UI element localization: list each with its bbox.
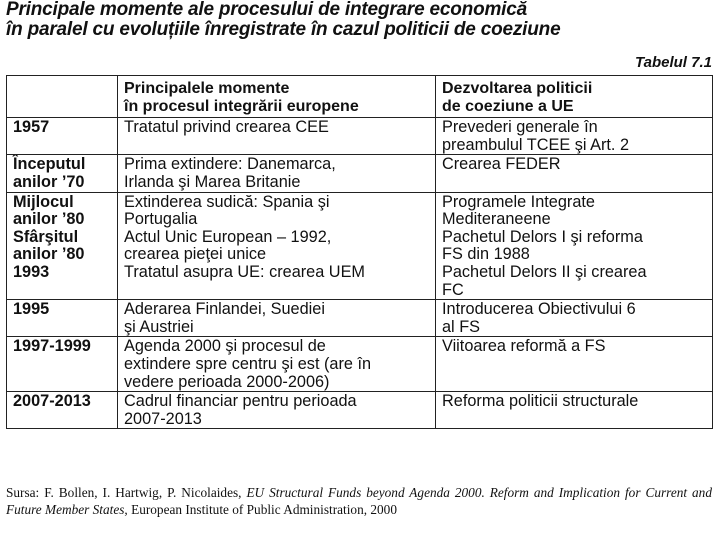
year-cell-line: anilor ’70 (13, 172, 85, 191)
year-cell-line: 1995 (13, 300, 50, 319)
integration-event-cell-line: Extinderea sudică: Spania şi (124, 192, 330, 211)
cohesion-policy-cell-line: Prevederi generale în (442, 118, 598, 137)
integration-event-cell-line: crearea pieţei unice (124, 245, 267, 264)
integration-event-cell-line: Prima extindere: Danemarca, (124, 155, 336, 174)
integration-event-cell-line: Tratatul privind crearea CEE (124, 118, 329, 137)
table-row (7, 155, 713, 192)
year-cell (7, 118, 118, 155)
integration-event-cell-line: Tratatul asupra UE: crearea UEM (124, 262, 365, 281)
year-cell-line: Sfârşitul (13, 227, 79, 246)
year-cell (7, 155, 118, 192)
year-cell-line: Începutul (13, 155, 86, 174)
integration-event-cell-line: extindere spre centru şi est (are în (124, 354, 372, 373)
year-cell (7, 337, 118, 392)
year-cell (7, 300, 118, 337)
integration-event-cell-line: Irlanda şi Marea Britanie (124, 172, 301, 191)
integration-event-cell (118, 155, 436, 192)
cohesion-policy-cell-line: Programele Integrate (442, 192, 595, 211)
table-row (7, 118, 713, 155)
integration-table (6, 75, 713, 429)
year-cell (7, 392, 118, 429)
cohesion-policy-cell-line: Pachetul Delors II şi crearea (442, 262, 647, 281)
integration-event-cell (118, 300, 436, 337)
year-cell-line: 1993 (13, 262, 50, 281)
table-row (7, 392, 713, 429)
integration-event-cell-line: 2007-2013 (124, 409, 202, 428)
cohesion-policy-cell-line: Viitoarea reformă a FS (442, 337, 606, 356)
cohesion-policy-cell-line: Crearea FEDER (442, 155, 561, 174)
integration-event-cell-line: Actul Unic European – 1992, (124, 227, 332, 246)
cohesion-policy-cell (436, 155, 713, 192)
integration-event-cell (118, 192, 436, 300)
integration-event-cell (118, 118, 436, 155)
year-cell-line: 1997-1999 (13, 337, 91, 356)
cohesion-policy-cell (436, 300, 713, 337)
cohesion-policy-cell (436, 337, 713, 392)
integration-event-cell-line: Portugalia (124, 210, 198, 229)
table-label: Tabelul 7.1 (635, 54, 712, 71)
integration-event-cell-line: şi Austriei (124, 317, 194, 336)
integration-event-cell-line: vedere perioada 2000-2006) (124, 372, 330, 391)
table-row (7, 337, 713, 392)
table-row (7, 192, 713, 300)
header-year (7, 76, 118, 118)
year-cell (7, 192, 118, 300)
year-cell-line: 2007-2013 (13, 392, 91, 411)
integration-event-cell-line: Agenda 2000 şi procesul de (124, 337, 326, 356)
cohesion-policy-cell-line: al FS (442, 317, 481, 336)
source-authors: F. Bollen, I. Hartwig, P. Nicolaides, (44, 485, 242, 500)
integration-event-cell-line: Aderarea Finlandei, Suediei (124, 300, 325, 319)
title-line-2: în paralel cu evoluțiile înregistrate în cazul politicii de coeziune (6, 19, 561, 40)
cohesion-policy-cell-line: Reforma politicii structurale (442, 392, 639, 411)
table-header-row (7, 76, 713, 118)
header-integration-moments: Principalele momente în procesul integrării europene (118, 76, 436, 118)
cohesion-policy-cell (436, 118, 713, 155)
document-title (6, 0, 718, 40)
source-publisher: , European Institute of Public Administration, 2000 (124, 502, 397, 517)
source-work-title: EU Structural Funds beyond Agenda 2000. Reform and Implication for Current and Future Member States (6, 485, 712, 517)
source-note (6, 484, 712, 518)
cohesion-policy-cell-line: preambulul TCEE şi Art. 2 (442, 135, 630, 154)
cohesion-policy-cell (436, 192, 713, 300)
integration-event-cell (118, 337, 436, 392)
cohesion-policy-cell-line: FS din 1988 (442, 245, 530, 264)
header-cohesion-policy: Dezvoltarea politicii de coeziune a UE (436, 76, 713, 118)
cohesion-policy-cell (436, 392, 713, 429)
integration-event-cell-line: Cadrul financiar pentru perioada (124, 392, 357, 411)
source-label: Sursa: (6, 485, 40, 500)
integration-event-cell (118, 392, 436, 429)
cohesion-policy-cell-line: Introducerea Obiectivului 6 (442, 300, 636, 319)
year-cell-line: anilor ’80 (13, 245, 85, 264)
cohesion-policy-cell-line: FC (442, 280, 464, 299)
title-line-1: Principale momente ale procesului de integrare economică (6, 0, 527, 20)
year-cell-line: anilor ’80 (13, 210, 85, 229)
year-cell-line: Mijlocul (13, 192, 74, 211)
cohesion-policy-cell-line: Mediteraneene (442, 210, 551, 229)
table-row (7, 300, 713, 337)
cohesion-policy-cell-line: Pachetul Delors I şi reforma (442, 227, 643, 246)
year-cell-line: 1957 (13, 118, 50, 137)
